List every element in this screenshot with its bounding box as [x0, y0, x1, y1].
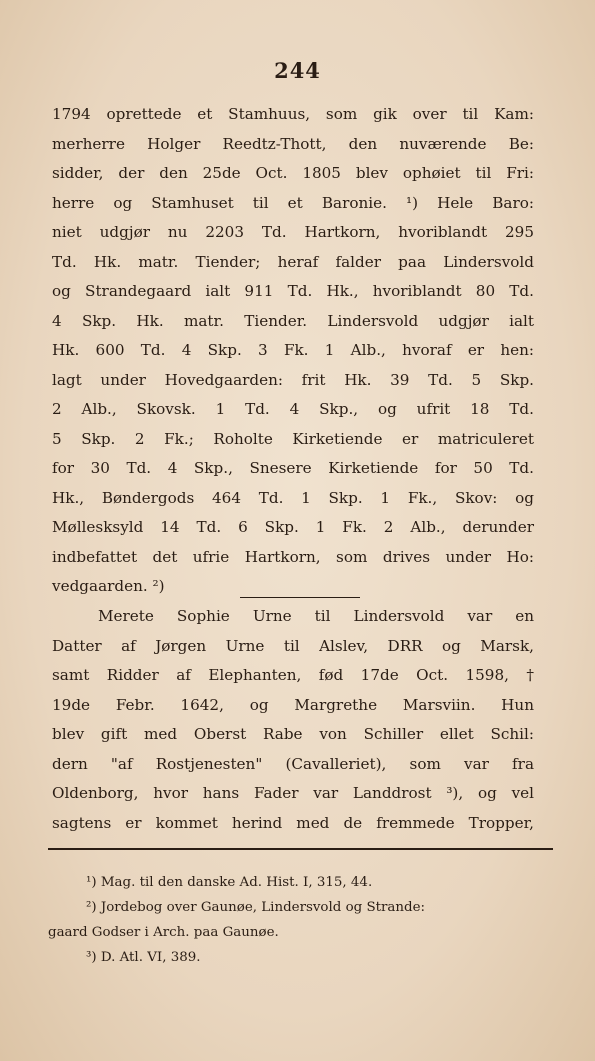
text-line: merherre Holger Reedtz-Thott, den nuværende Be:	[52, 134, 534, 153]
text-line: vedgaarden. ²)	[52, 577, 165, 595]
footnote: ³) D. Atl. VI, 389.	[86, 950, 201, 965]
text-line: 5 Skp. 2 Fk.; Roholte Kirketiende er matriculeret	[52, 429, 534, 448]
text-line: niet udgjør nu 2203 Td. Hartkorn, hvoriblandt 295	[52, 223, 534, 241]
text-line: dern "af Rostjenesten" (Cavalleriet), som var fra	[52, 754, 534, 773]
section-separator	[240, 597, 360, 598]
text-line: blev gift med Oberst Rabe von Schiller ellet Schil:	[52, 725, 534, 743]
text-line: indbefattet det ufrie Hartkorn, som drives under Ho:	[52, 547, 534, 566]
text-line: Hk., Bøndergods 464 Td. 1 Skp. 1 Fk., Skov: og	[52, 488, 534, 507]
footnote: ²) Jordebog over Gaunøe, Lindersvold og Strande:	[86, 900, 426, 915]
text-line: Hk. 600 Td. 4 Skp. 3 Fk. 1 Alb., hvoraf er hen:	[52, 341, 534, 359]
text-line: 19de Febr. 1642, og Margrethe Marsviin. Hun	[52, 695, 534, 714]
text-line: 2 Alb., Skovsk. 1 Td. 4 Skp., og ufrit 18 Td.	[52, 400, 534, 418]
paragraph-1	[52, 100, 534, 602]
text-line: Oldenborg, hvor hans Fader var Landdrost ³), og vel	[52, 784, 534, 802]
text-line: Møllesksyld 14 Td. 6 Skp. 1 Fk. 2 Alb., derunder	[52, 518, 534, 536]
text-line: lagt under Hovedgaarden: frit Hk. 39 Td. 5 Skp.	[52, 370, 534, 389]
footnotes	[48, 870, 548, 970]
text-line: Td. Hk. matr. Tiender; heraf falder paa Lindersvold	[52, 252, 534, 271]
text-line: for 30 Td. 4 Skp., Snesere Kirketiende for 50 Td.	[52, 459, 534, 477]
text-line: Datter af Jørgen Urne til Alslev, DRR og Marsk,	[52, 636, 534, 655]
text-line: Merete Sophie Urne til Lindersvold var en	[98, 607, 534, 625]
footnote-continuation: gaard Godser i Arch. paa Gaunøe.	[48, 925, 279, 940]
text-line: sidder, der den 25de Oct. 1805 blev ophøiet til Fri:	[52, 164, 534, 182]
paragraph-2	[52, 602, 534, 838]
text-line: 4 Skp. Hk. matr. Tiender. Lindersvold udgjør ialt	[52, 311, 534, 330]
text-line: herre og Stamhuset til et Baronie. ¹) Hele Baro:	[52, 193, 534, 212]
page-number: 244	[274, 58, 321, 83]
text-line: samt Ridder af Elephanten, fød 17de Oct. 1598, †	[52, 666, 534, 684]
text-line: 1794 oprettede et Stamhuus, som gik over til Kam:	[52, 105, 534, 123]
footnote-rule	[48, 848, 553, 850]
footnote: ¹) Mag. til den danske Ad. Hist. I, 315, 44.	[86, 875, 373, 890]
text-line: sagtens er kommet herind med de fremmede Tropper,	[52, 813, 534, 832]
text-line: og Strandegaard ialt 911 Td. Hk., hvoriblandt 80 Td.	[52, 282, 534, 300]
